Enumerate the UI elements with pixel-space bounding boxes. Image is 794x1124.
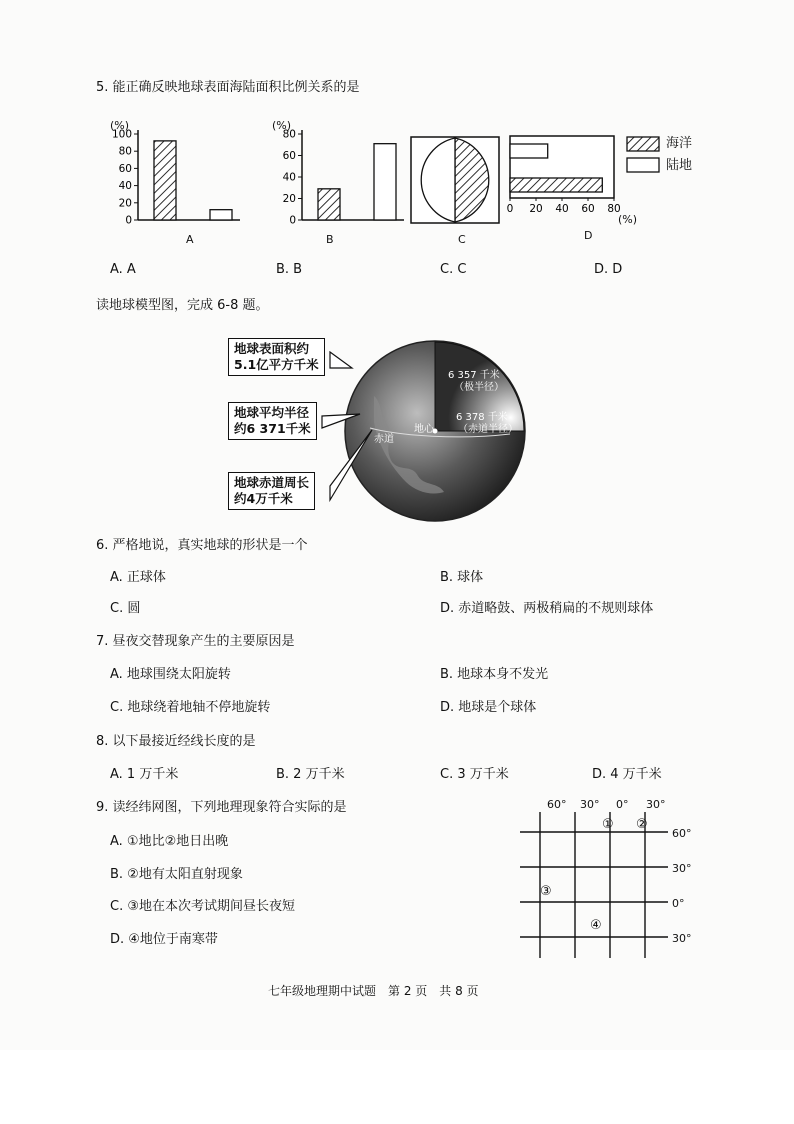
- chart-a-tick-label: 20: [118, 197, 132, 210]
- page-bottom-margin: [0, 1050, 794, 1124]
- q7-option-d: D. 地球是个球体: [440, 700, 537, 715]
- grid-point-1: ①: [602, 817, 614, 832]
- lat-label-30n: 30°: [672, 862, 692, 875]
- q5-option-a: A. A: [110, 262, 136, 277]
- legend-land: 陆地: [666, 158, 693, 173]
- q7-question: 7. 昼夜交替现象产生的主要原因是: [96, 634, 295, 649]
- callout-circumference: 地球赤道周长 约4万千米: [228, 472, 315, 510]
- q7-option-c: C. 地球绕着地轴不停地旋转: [110, 700, 271, 715]
- polar-radius: 6 357 千米: [448, 370, 500, 381]
- lon-label-30w: 30°: [580, 798, 600, 811]
- chartA-unit: (%): [110, 119, 130, 132]
- chart-d-tick-label: 0: [506, 203, 514, 215]
- q6-option-c: C. 圆: [110, 601, 141, 616]
- callout-radius: 地球平均半径 约6 371千米: [228, 402, 317, 440]
- q6-option-b: B. 球体: [440, 570, 484, 585]
- chart-d-tick-label: 80: [607, 203, 621, 215]
- chart-a-tick-label: 0: [125, 214, 132, 227]
- q9-option-a: A. ①地比②地日出晚: [110, 834, 229, 849]
- legend-ocean: 海洋: [666, 136, 693, 151]
- chartA-label: A: [186, 233, 194, 246]
- equator-radius-label: （赤道半径）: [458, 424, 518, 435]
- q9-option-d: D. ④地位于南寒带: [110, 932, 218, 947]
- polar-label: （极半径）: [454, 382, 504, 393]
- q9-option-c: C. ③地在本次考试期间昼长夜短: [110, 899, 295, 914]
- chart-b-tick-label: 20: [282, 193, 296, 205]
- earth-center-label: 地心: [414, 424, 434, 435]
- q8-option-a: A. 1 万千米: [110, 767, 179, 782]
- lon-label-0: 0°: [616, 798, 629, 811]
- chart-d-tick-label: 20: [529, 203, 543, 215]
- chart-a-tick-label: 80: [118, 145, 132, 158]
- q5-option-d: D. D: [594, 262, 623, 277]
- chartB-label: B: [326, 233, 334, 246]
- chart-a-tick-label: 40: [118, 180, 132, 193]
- lat-label-0: 0°: [672, 897, 685, 910]
- chart-b-tick-label: 80: [282, 128, 296, 141]
- lon-label-30e: 30°: [646, 798, 666, 811]
- q5-question: 5. 能正确反映地球表面海陆面积比例关系的是: [96, 80, 360, 95]
- lon-label-60w: 60°: [547, 798, 567, 811]
- q8-option-d: D. 4 万千米: [592, 767, 662, 782]
- lat-label-30s: 30°: [672, 932, 692, 945]
- intro-text: 读地球模型图，完成 6-8 题。: [96, 298, 269, 313]
- q7-option-b: B. 地球本身不发光: [440, 667, 549, 682]
- chart-d-tick-label: 60: [581, 203, 595, 215]
- q8-question: 8. 以下最接近经线长度的是: [96, 734, 256, 749]
- page-footer: 七年级地理期中试题 第 2 页 共 8 页: [268, 984, 479, 998]
- q9-option-b: B. ②地有太阳直射现象: [110, 867, 243, 882]
- chart-b-tick-label: 40: [282, 171, 296, 184]
- callout-surface-area: 地球表面积约 5.1亿平方千米: [228, 338, 325, 376]
- q8-option-c: C. 3 万千米: [440, 767, 509, 782]
- chartD-label: D: [584, 229, 593, 242]
- grid-point-4: ④: [590, 918, 602, 933]
- equator-radius: 6 378 千米: [456, 412, 508, 423]
- chartB-unit: (%): [272, 119, 292, 132]
- q7-option-a: A. 地球围绕太阳旋转: [110, 667, 231, 682]
- lat-label-60n: 60°: [672, 827, 692, 840]
- equator-label: 赤道: [374, 434, 394, 445]
- chartC-label: C: [458, 233, 466, 246]
- chart-b-tick-label: 0: [289, 214, 296, 227]
- chart-b-tick-label: 60: [282, 150, 296, 162]
- q6-option-a: A. 正球体: [110, 570, 166, 585]
- q6-option-d: D. 赤道略鼓、两极稍扁的不规则球体: [440, 601, 654, 616]
- q5-option-c: C. C: [440, 262, 467, 277]
- q8-option-b: B. 2 万千米: [276, 767, 345, 782]
- chart-d-tick-label: 40: [555, 203, 569, 215]
- q5-option-b: B. B: [276, 262, 303, 277]
- chart-a-tick-label: 60: [118, 162, 132, 175]
- q6-question: 6. 严格地说，真实地球的形状是一个: [96, 538, 308, 553]
- grid-point-2: ②: [636, 817, 648, 832]
- q9-question: 9. 读经纬网图，下列地理现象符合实际的是: [96, 800, 347, 815]
- chart-a-tick-label: 100: [111, 128, 132, 141]
- chartD-unit: (%): [618, 213, 638, 226]
- grid-point-3: ③: [540, 884, 552, 899]
